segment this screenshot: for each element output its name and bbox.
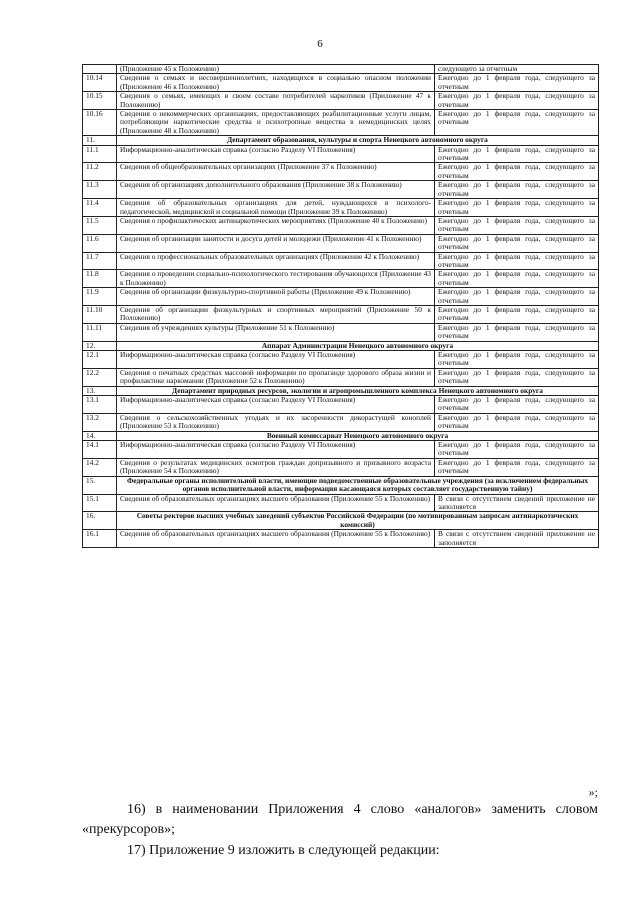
row-description: Сведения о некоммерческих организациях, предоставляющих реабилитационные услуги лицам, потребляющим наркотические средства и психотропные вещества в немедицинских целях (Приложение 48 к Положению) [117, 110, 435, 136]
table-row [83, 270, 599, 288]
row-deadline: Ежегодно до 1 февраля года, следующего за отчетным [435, 441, 599, 459]
row-description: (Приложение 45 к Положению) [117, 65, 435, 74]
row-description: Сведения о сельскохозяйственных угодьях и их засоренности дикорастущей коноплей (Приложение 53 к Положению) [117, 413, 435, 431]
table-section-row [83, 386, 599, 395]
reporting-table [82, 64, 599, 548]
row-number: 12.2 [83, 368, 117, 386]
row-description: Сведения о профессиональных образовательных организациях (Приложение 42 к Положению) [117, 252, 435, 270]
row-deadline: Ежегодно до 1 февраля года, следующего за отчетным [435, 368, 599, 386]
table-row [83, 351, 599, 369]
row-number: 14.2 [83, 458, 117, 476]
table-section-row [83, 476, 599, 494]
row-number: 13.1 [83, 396, 117, 414]
row-deadline: Ежегодно до 1 февраля года, следующего за отчетным [435, 199, 599, 217]
table-row [83, 530, 599, 548]
row-number: 13. [83, 386, 117, 395]
row-number: 11.8 [83, 270, 117, 288]
row-number: 11.7 [83, 252, 117, 270]
row-description: Сведения об общеобразовательных организациях (Приложение 37 к Положению) [117, 163, 435, 181]
row-description: Сведения о проведении социально-психологического тестирования обучающихся (Приложение 43 к Положению) [117, 270, 435, 288]
row-number: 11.1 [83, 145, 117, 163]
row-description: Сведения об образовательных организациях высшего образования (Приложение 55 к Положению) [117, 494, 435, 512]
row-number: 16. [83, 512, 117, 530]
section-title: Департамент образования, культуры и спорта Ненецкого автономного округа [117, 136, 599, 145]
row-description: Сведения о печатных средствах массовой информации по пропаганде здорового образа жизни и профилактике наркомании (Приложение 52 к Положению) [117, 368, 435, 386]
row-deadline: Ежегодно до 1 февраля года, следующего за отчетным [435, 458, 599, 476]
table-row [83, 74, 599, 92]
row-deadline: Ежегодно до 1 февраля года, следующего за отчетным [435, 74, 599, 92]
row-number: 14.1 [83, 441, 117, 459]
table-section-row [83, 431, 599, 440]
closing-quote: »; [588, 785, 598, 799]
table-row [83, 234, 599, 252]
table-row [83, 305, 599, 323]
row-number: 11. [83, 136, 117, 145]
row-description: Сведения об учреждениях культуры (Приложение 51 к Положению) [117, 323, 435, 341]
row-number: 10.15 [83, 92, 117, 110]
row-deadline: Ежегодно до 1 февраля года, следующего за отчетным [435, 181, 599, 199]
table-row [83, 252, 599, 270]
row-description: Сведения о семьях, имеющих в своем составе потребителей наркотиков (Приложение 47 к Положению) [117, 92, 435, 110]
row-number: 15. [83, 476, 117, 494]
row-description: Информационно-аналитическая справка (согласно Разделу VI Положения) [117, 396, 435, 414]
section-title: Департамент природных ресурсов, экологии и агропромышленного комплекса Ненецкого автономного округа [117, 386, 599, 395]
row-number: 11.6 [83, 234, 117, 252]
row-number: 12.1 [83, 351, 117, 369]
table-section-row [83, 136, 599, 145]
table-row [83, 396, 599, 414]
page-number: 6 [317, 38, 323, 50]
row-deadline: Ежегодно до 1 февраля года, следующего за отчетным [435, 270, 599, 288]
table-row [83, 441, 599, 459]
row-description: Сведения об организации физкультурных и спортивных мероприятий (Приложение 50 к Положению) [117, 305, 435, 323]
row-deadline: следующего за отчетным [435, 65, 599, 74]
row-description: Сведения о результатах медицинских осмотров граждан допризывного и призывного возраста (Приложение 54 к Положению) [117, 458, 435, 476]
row-number: 16.1 [83, 530, 117, 548]
row-deadline: В связи с отсутствием сведений приложение не заполняется [435, 530, 599, 548]
row-number: 12. [83, 341, 117, 350]
row-number: 11.10 [83, 305, 117, 323]
row-deadline: Ежегодно до 1 февраля года, следующего за отчетным [435, 163, 599, 181]
row-description: Сведения об образовательных организациях для детей, нуждающихся в психолого-педагогической, медицинской и социальной помощи (Приложение 39 к Положению) [117, 199, 435, 217]
table-row [83, 92, 599, 110]
row-number: 11.5 [83, 216, 117, 234]
table-row [83, 458, 599, 476]
row-deadline: Ежегодно до 1 февраля года, следующего за отчетным [435, 110, 599, 136]
row-number: 15.1 [83, 494, 117, 512]
section-title: Советы ректоров высших учебных заведений субъектов Российской Федерации (по мотивированным запросам антинаркотических комиссий) [117, 512, 599, 530]
row-deadline: Ежегодно до 1 февраля года, следующего за отчетным [435, 305, 599, 323]
row-deadline: Ежегодно до 1 февраля года, следующего за отчетным [435, 92, 599, 110]
row-number: 11.2 [83, 163, 117, 181]
row-number: 14. [83, 431, 117, 440]
row-deadline: Ежегодно до 1 февраля года, следующего за отчетным [435, 145, 599, 163]
table-row [83, 288, 599, 306]
table-row [83, 368, 599, 386]
row-deadline: Ежегодно до 1 февраля года, следующего за отчетным [435, 216, 599, 234]
row-description: Сведения об организации физкультурно-спортивной работы (Приложение 49 к Положению) [117, 288, 435, 306]
row-number: 10.14 [83, 74, 117, 92]
table-row [83, 413, 599, 431]
row-number: 11.3 [83, 181, 117, 199]
row-description: Сведения о профилактических антинаркотических мероприятиях (Приложение 40 к Положению) [117, 216, 435, 234]
section-title: Аппарат Администрации Ненецкого автономного округа [117, 341, 599, 350]
row-deadline: Ежегодно до 1 февраля года, следующего за отчетным [435, 413, 599, 431]
table-row [83, 110, 599, 136]
table-row [83, 181, 599, 199]
row-number: 10.16 [83, 110, 117, 136]
amendment-paragraph-16: 16) в наименовании Приложения 4 слово «аналогов» заменить словом «прекурсоров»; [82, 802, 598, 837]
table-row [83, 65, 599, 74]
row-deadline: Ежегодно до 1 февраля года, следующего за отчетным [435, 252, 599, 270]
section-title: Федеральные органы исполнительной власти, имеющие подведомственные образовательные учреждения (за исключением федеральных органов исполнительной власти, информация касающаяся которых составляет государственную тайну) [117, 476, 599, 494]
amendment-paragraph-17: 17) Приложение 9 изложить в следующей редакции: [127, 843, 440, 858]
row-description: Информационно-аналитическая справка (согласно Разделу VI Положения) [117, 351, 435, 369]
row-deadline: Ежегодно до 1 февраля года, следующего за отчетным [435, 323, 599, 341]
row-deadline: Ежегодно до 1 февраля года, следующего за отчетным [435, 234, 599, 252]
table-section-row [83, 512, 599, 530]
reporting-table-body [83, 65, 599, 548]
row-deadline: Ежегодно до 1 февраля года, следующего за отчетным [435, 288, 599, 306]
table-row [83, 216, 599, 234]
row-description: Информационно-аналитическая справка (согласно Разделу VI Положения) [117, 145, 435, 163]
row-deadline: Ежегодно до 1 февраля года, следующего за отчетным [435, 396, 599, 414]
row-description: Информационно-аналитическая справка (согласно Разделу VI Положения) [117, 441, 435, 459]
table-section-row [83, 341, 599, 350]
table-row [83, 199, 599, 217]
row-deadline: В связи с отсутствием сведений приложение не заполняется [435, 494, 599, 512]
table-row [83, 145, 599, 163]
row-deadline: Ежегодно до 1 февраля года, следующего за отчетным [435, 351, 599, 369]
row-number: 11.4 [83, 199, 117, 217]
row-description: Сведения об организациях дополнительного образования (Приложение 38 к Положению) [117, 181, 435, 199]
section-title: Военный комиссариат Ненецкого автономного округа [117, 431, 599, 440]
row-description: Сведения о семьях и несовершеннолетних, находящихся в социально опасном положении (Приложение 46 к Положению) [117, 74, 435, 92]
table-row [83, 494, 599, 512]
row-description: Сведения об организации занятости и досуга детей и молодежи (Приложение 41 к Положению) [117, 234, 435, 252]
row-description: Сведения об образовательных организациях высшего образования (Приложение 55 к Положению) [117, 530, 435, 548]
row-number: 11.9 [83, 288, 117, 306]
row-number: 13.2 [83, 413, 117, 431]
row-number: 11.11 [83, 323, 117, 341]
table-row [83, 323, 599, 341]
table-row [83, 163, 599, 181]
row-number [83, 65, 117, 74]
